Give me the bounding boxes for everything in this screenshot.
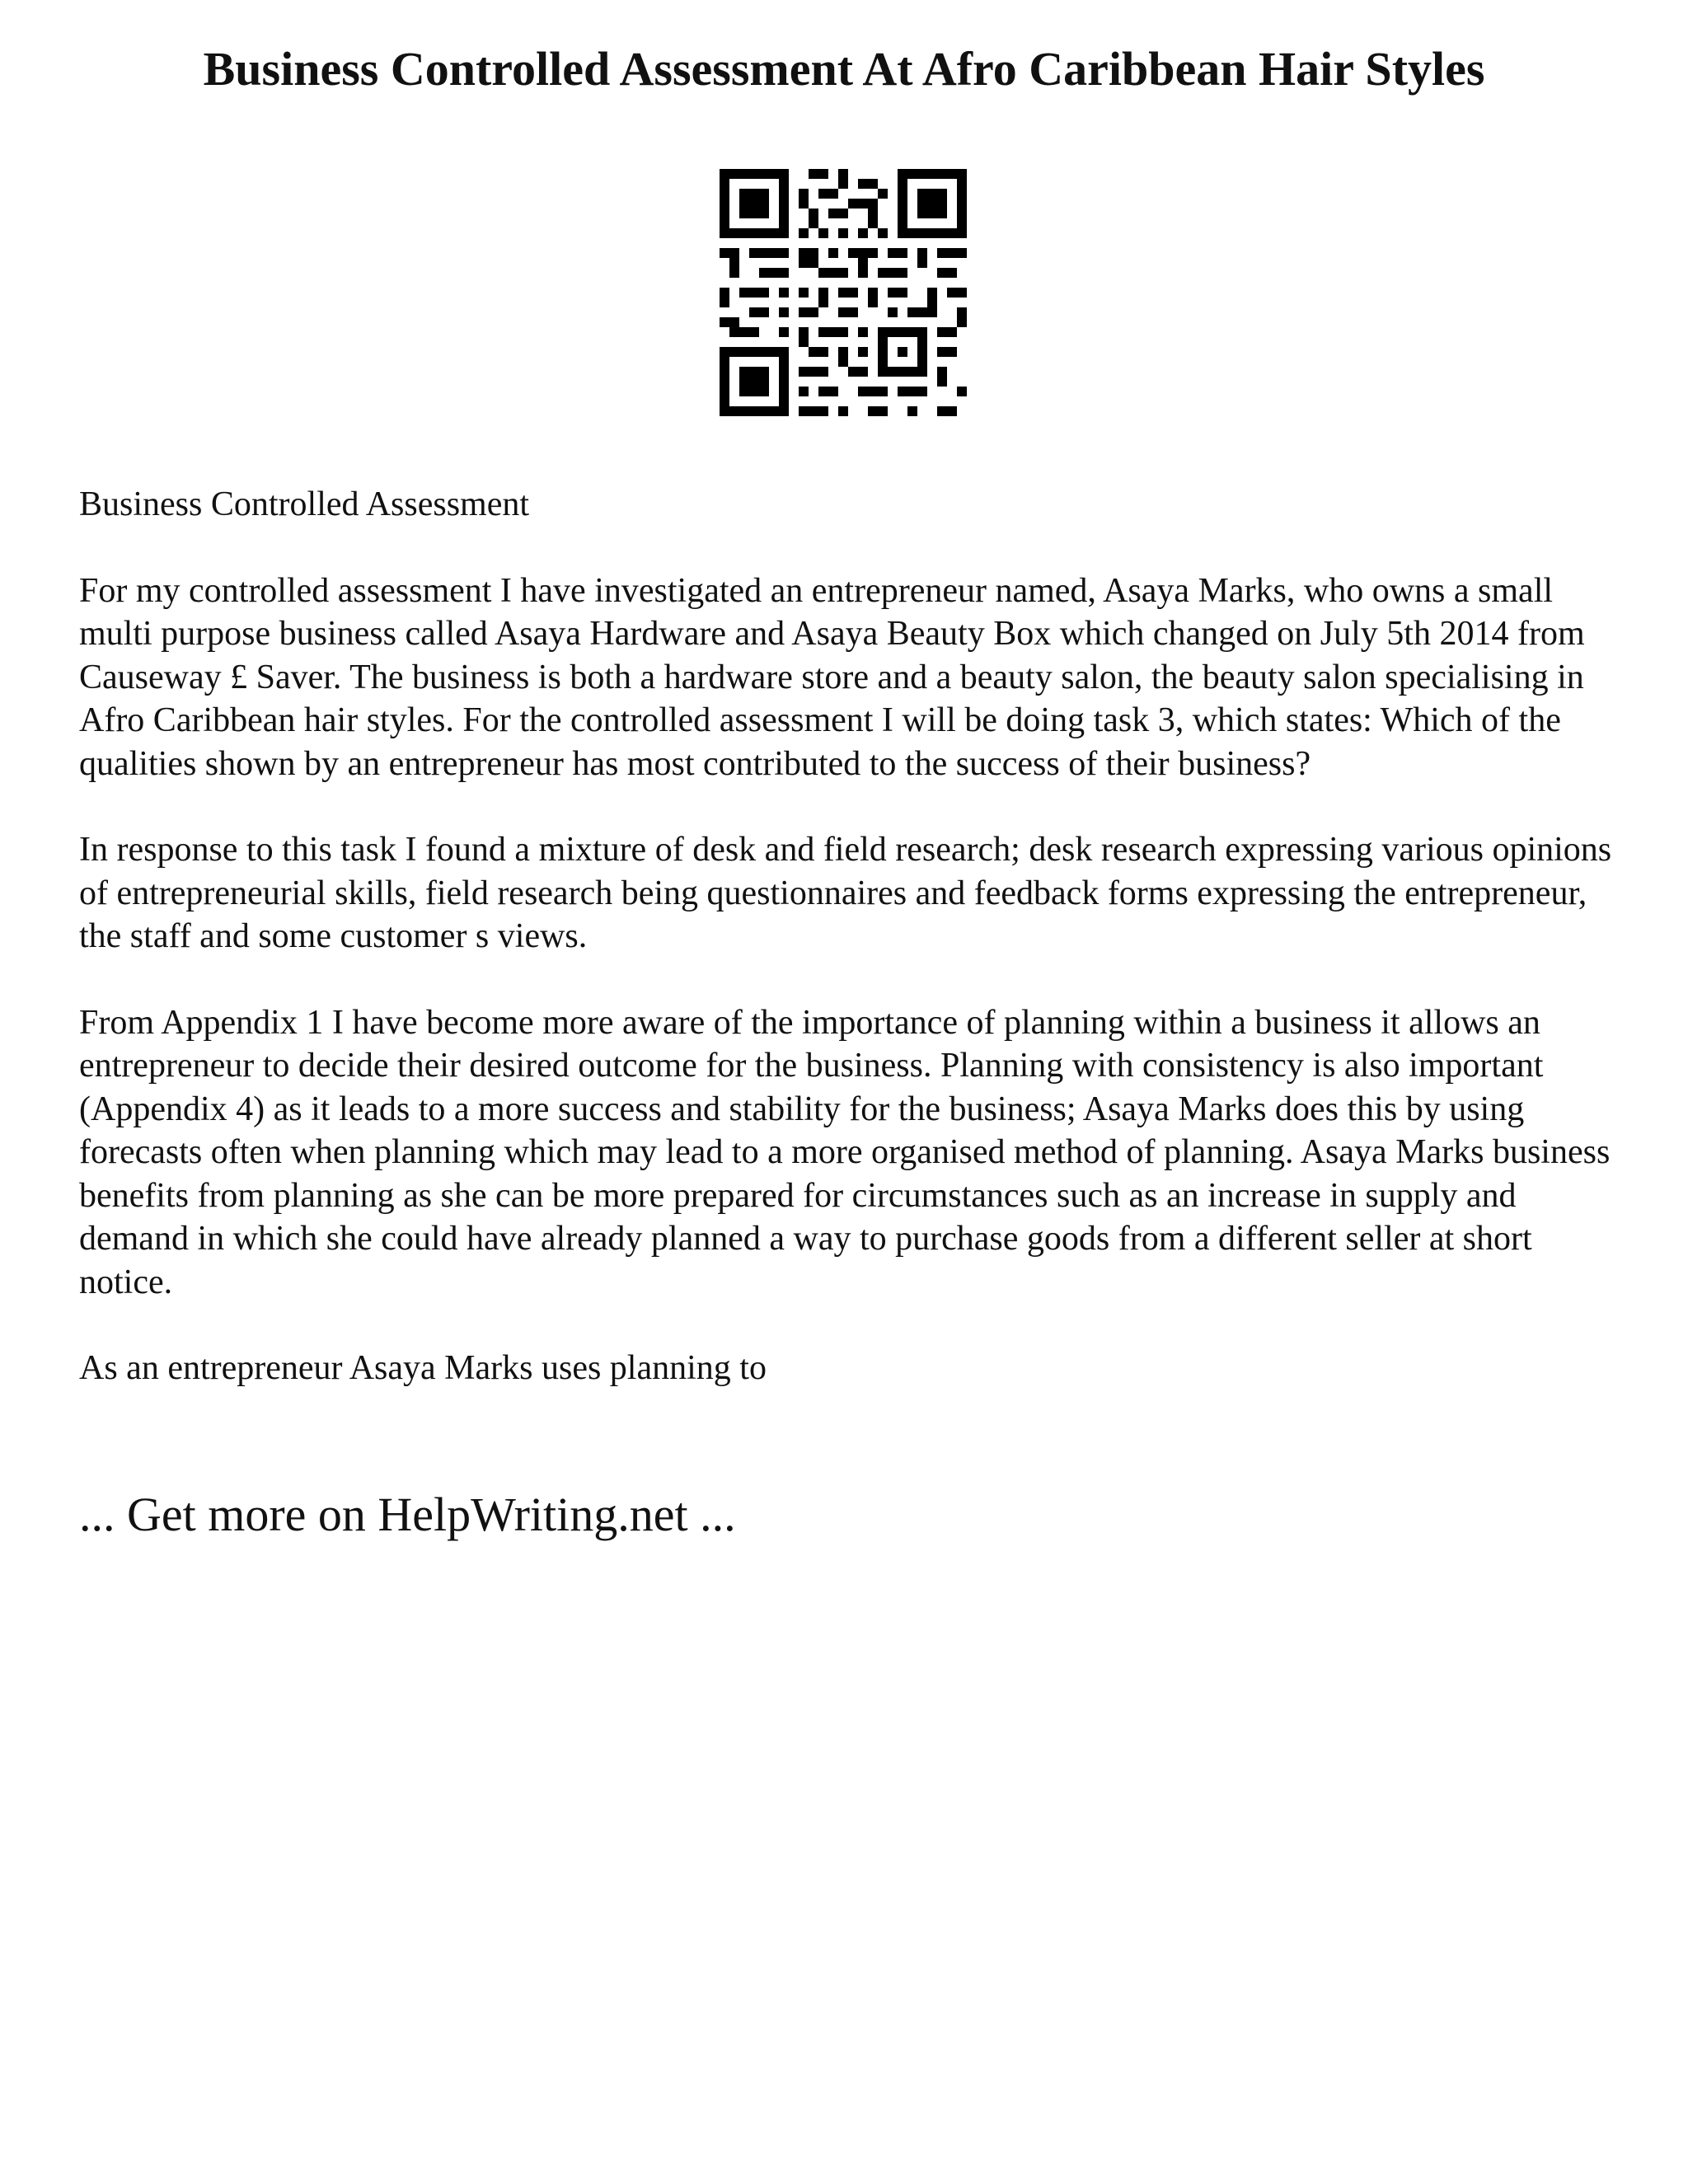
get-more-link[interactable]: ... Get more on HelpWriting.net ... (79, 1488, 736, 1541)
document-body (79, 483, 1629, 1433)
section-heading: Business Controlled Assessment (79, 485, 530, 523)
qr-code-icon (720, 169, 967, 416)
paragraph: From Appendix 1 I have become more aware of the importance of planning within a business it allows an entrepreneur to decide their desired outcome for the business. Planning with consistency is also important (Appendix 4) as it leads to a more success and stability for the business; Asaya Marks does this by using forecasts often when planning which may lead to a more organised method of planning. Asaya Marks business benefits from planning as she can be more prepared for circumstances such as an increase in supply and demand in which she could have already planned a way to purchase goods from a different seller at short notice. (79, 1003, 1611, 1301)
page-title: Business Controlled Assessment At Afro Caribbean Hair Styles (203, 42, 1485, 96)
paragraph: For my controlled assessment I have investigated an entrepreneur named, Asaya Marks, who owns a small multi purpose business called Asaya Hardware and Asaya Beauty Box which changed on July 5th 2014 from Causeway £ Saver. The business is both a hardware store and a beauty salon, the beauty salon specialising in Afro Caribbean hair styles. For the controlled assessment I will be doing task 3, which states: Which of the qualities shown by an entrepreneur has most contributed to the success of their business? (79, 571, 1585, 783)
paragraph: As an entrepreneur Asaya Marks uses planning to (79, 1349, 767, 1387)
paragraph: In response to this task I found a mixture of desk and field research; desk research expressing various opinions of entrepreneurial skills, field research being questionnaires and feedback forms expressing the entrepreneur, the staff and some customer s views. (79, 831, 1612, 955)
